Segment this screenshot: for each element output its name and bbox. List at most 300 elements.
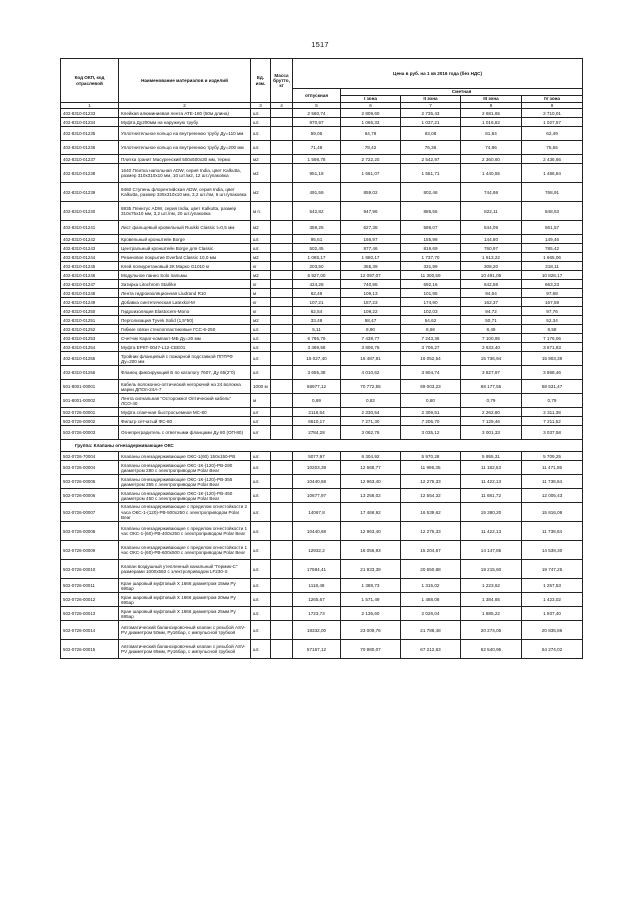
header-name: Наименование материалов и изделий [119,59,251,103]
price-zone-3: 2 360,60 [461,155,522,164]
price-zone-4: 768,91 [522,183,583,202]
item-unit: м2 [251,164,271,183]
price-zone-1: 70 980,07 [341,640,401,659]
item-mass [271,334,293,343]
price-otpusk: 15 027,40 [293,352,341,366]
item-name: Муфта Ду200мм на наружную трубу [119,118,251,127]
item-code: 502-0726-00013 [61,607,119,621]
item-name: Перголизация Tyvek Solid (1,5*50) [119,316,251,325]
item-mass [271,109,293,118]
table-row [61,366,583,380]
price-zone-3: 744,98 [461,183,522,202]
price-zone-2: 16 539,62 [401,503,461,522]
item-unit: шт [251,408,271,417]
item-code: 502-0726-00011 [61,579,119,593]
item-mass [271,253,293,262]
price-zone-2: 8,66 [401,325,461,334]
item-mass [271,352,293,366]
item-name: Кровельный кронштейн Borge [119,235,251,244]
item-mass [271,380,293,394]
item-unit: шт. [251,127,271,141]
item-mass [271,503,293,522]
price-zone-4: 149,46 [522,235,583,244]
table-row [61,244,583,253]
item-name: Клейкая алюминиевая лента ATE-180 (50м длина) [119,109,251,118]
item-unit: шт [251,417,271,426]
price-zone-4: 11 738,64 [522,522,583,541]
item-mass [271,127,293,141]
item-name: Клапаны огнезадерживающие с пределом огнестойкости 1 час ОКС-1-(60)-РВ-400х250 с электроприводом Polar Bear [119,522,251,541]
item-mass [271,621,293,640]
price-otpusk: 6610,17 [293,417,341,426]
price-otpusk: 1265,67 [293,593,341,607]
price-zone-2: 331,99 [401,262,461,271]
price-zone-1: 23 009,76 [341,621,401,640]
price-otpusk: 6 765,79 [293,334,341,343]
price-zone-4: 1 665,06 [522,253,583,262]
price-zone-2: 3 904,74 [401,366,461,380]
table-row [61,394,583,408]
price-otpusk: 59,05 [293,127,341,141]
price-zone-2: 20 650,88 [401,560,461,579]
table-body [61,109,583,659]
price-zone-1: 12 097,07 [341,271,401,280]
item-name: Резиновое покрытие Everbat Classic 10,0 мм [119,253,251,262]
item-name: Клапаны огнезадерживающие с пределом огнестойкости 2 часа ОКС-1-(120)-РВ-500х250 с электроприводом Polar Bear [119,503,251,522]
price-zone-1: 12 963,40 [341,475,401,489]
price-zone-4: 1 423,02 [522,593,583,607]
price-zone-1: 1 388,73 [341,579,401,593]
item-mass [271,579,293,593]
price-zone-1: 2 722,20 [341,155,401,164]
price-zone-3: 1 613,22 [461,253,522,262]
item-name: Добавка синтетическая Latexkol-M [119,298,251,307]
price-zone-3: 3 633,40 [461,343,522,352]
price-zone-3: 3 827,97 [461,366,522,380]
item-code: 402-8310-01236 [61,141,119,155]
item-unit: шт. [251,503,271,522]
item-code: 502-0726-00006 [61,489,119,503]
price-zone-4: 97,76 [522,307,583,316]
price-zone-4: 1 257,53 [522,579,583,593]
price-zone-2: 1 737,70 [401,253,461,262]
price-zone-4: 2 311,38 [522,408,583,417]
price-zone-2: 7 243,36 [401,334,461,343]
item-name: Фильтр сетчатый ФС-80 [119,417,251,426]
price-otpusk: 0,69 [293,394,341,408]
price-zone-1: 21 833,39 [341,560,401,579]
price-zone-2: 2 542,97 [401,155,461,164]
price-zone-1: 6 304,92 [341,452,401,461]
price-zone-1: 109,13 [341,289,401,298]
price-zone-2: 101,95 [401,289,461,298]
price-zone-1: 17 466,92 [341,503,401,522]
price-zone-3: 7 100,95 [461,334,522,343]
item-name: Модульное панно Solo пальмы [119,271,251,280]
item-unit: шт [251,426,271,440]
price-zone-4: 848,53 [522,202,583,221]
table-row [61,271,583,280]
price-zone-1: 58,47 [341,316,401,325]
item-mass [271,343,293,352]
table-row [61,109,583,118]
item-mass [271,394,293,408]
item-mass [271,280,293,289]
item-name: Фланец фиксирующий Б по каталогу 7607, Ду 65(2"0) [119,366,251,380]
price-zone-3: 94,72 [461,307,522,316]
price-otpusk: 203,50 [293,262,341,271]
item-code: 402-8310-01242 [61,235,119,244]
price-zone-2: 2 026,04 [401,607,461,621]
item-unit: шт. [251,366,271,380]
price-zone-1: 64,79 [341,127,401,141]
price-zone-4: 7 211,52 [522,417,583,426]
price-zone-3: 642,58 [461,280,522,289]
price-zone-3: 20 274,05 [461,621,522,640]
item-mass [271,298,293,307]
item-mass [271,366,293,380]
price-otpusk: 17584,41 [293,560,341,579]
item-name: Лента гидроизоляционная Liudrand R10 [119,289,251,298]
item-name: Плитка гранит Масуренский 500х500х30 мм, термо [119,155,251,164]
price-otpusk: 424,28 [293,280,341,289]
group-row [61,440,583,452]
item-code: 402-8310-01234 [61,118,119,127]
price-otpusk: 2784,28 [293,426,341,440]
price-zone-2: 11 300,59 [401,271,461,280]
price-zone-3: 14 147,85 [461,541,522,560]
item-code: 402-8310-01249 [61,298,119,307]
table-row [61,541,583,560]
item-unit: кг [251,280,271,289]
item-name: Клапан воздушный утепленный канальный "Гермик-С" размерами 1000х550 с электроприводом LF230-S [119,560,251,579]
item-code: 402-8310-01256 [61,366,119,380]
price-zone-3: 144,80 [461,235,522,244]
table-row [61,426,583,440]
price-otpusk: 62,54 [293,307,341,316]
table-header [61,59,583,109]
header-index: 2 [119,103,251,109]
item-mass [271,289,293,298]
price-zone-2: 102,03 [401,307,461,316]
table-row [61,127,583,141]
price-otpusk: 1 065,17 [293,253,341,262]
table-row [61,221,583,235]
price-zone-1: 12 963,40 [341,522,401,541]
item-name: Автоматический балансировочный клапан с резьбой ASV-PV диаметром 65мм, Ру16бар, с импульсной трубкой [119,640,251,659]
table-row [61,640,583,659]
header-index: 3 [251,103,271,109]
item-unit: шт. [251,560,271,579]
item-mass [271,155,293,164]
price-otpusk: 3 469,58 [293,343,341,352]
price-otpusk: 1118,48 [293,579,341,593]
price-zone-3: 50,71 [461,316,522,325]
price-zone-4: 68 531,47 [522,380,583,394]
item-mass [271,489,293,503]
price-zone-3: 1 885,22 [461,607,522,621]
item-code: 502-0726-00003 [61,426,119,440]
price-zone-3: 162,37 [461,298,522,307]
item-name: 8835 Плинтус ADW, серия India, цвет Kalkutta, размер 310х75х10 мм, 3,2 шт./пм, 20 шт./упаковка [119,202,251,221]
price-zone-1: 13 258,02 [341,489,401,503]
item-name: Лист фальцевый кровельный Ruukki Classic t=0,5 мм [119,221,251,235]
price-zone-2: 586,07 [401,221,461,235]
item-code: 402-8310-01251 [61,316,119,325]
item-name: Клей полиуретановый 2К Марко G1010 кг [119,262,251,271]
price-zone-1: 187,23 [341,298,401,307]
item-unit: м [251,289,271,298]
item-unit: м2 [251,155,271,164]
price-zone-4: 785,42 [522,244,583,253]
item-code: 501-8001-00001 [61,380,119,394]
table-row [61,489,583,503]
price-otpusk: 1 598,78 [293,155,341,164]
item-unit: 1000 м [251,380,271,394]
item-code: 402-8310-01245 [61,262,119,271]
price-zone-3: 15 736,94 [461,352,522,366]
price-otpusk: 10203,39 [293,461,341,475]
price-zone-4: 15 903,39 [522,352,583,366]
price-zone-3: 8,49 [461,325,522,334]
item-code: 502-0726-00004 [61,461,119,475]
price-zone-1: 16 487,81 [341,352,401,366]
page-number: 1517 [311,40,329,49]
price-zone-4: 167,59 [522,298,583,307]
item-unit: шт. [251,475,271,489]
item-mass [271,235,293,244]
price-otpusk: 18332,00 [293,621,341,640]
table-row [61,380,583,394]
price-zone-1: 70 772,55 [341,380,401,394]
price-zone-2: 174,90 [401,298,461,307]
price-zone-1: 7 439,77 [341,334,401,343]
item-unit: м2 [251,183,271,202]
item-code: 402-8310-01243 [61,244,119,253]
item-unit: шт. [251,607,271,621]
price-zone-2: 11 996,35 [401,461,461,475]
item-name: Клапаны огнезадерживающие ОКС-1К-(120)-РВ-280 диаметром 280 с электроприводом Polar Bear [119,461,251,475]
item-unit: шт. [251,541,271,560]
item-mass [271,607,293,621]
price-otpusk: 62,49 [293,289,341,298]
table-row [61,164,583,183]
price-zone-2: 1 315,02 [401,579,461,593]
item-mass [271,244,293,253]
table-row [61,417,583,426]
price-zone-4: 5 709,25 [522,452,583,461]
price-zone-3: 2 262,80 [461,408,522,417]
price-zone-4: 7 176,06 [522,334,583,343]
item-unit: шт. [251,522,271,541]
table-row [61,560,583,579]
price-zone-4: 8,58 [522,325,583,334]
table-row [61,155,583,164]
item-name: Муфта спаечная быстросъемная МС-80 [119,408,251,417]
price-otpusk: 14067,8 [293,503,341,522]
item-code: 402-8310-01247 [61,280,119,289]
price-otpusk: 2 560,74 [293,109,341,118]
price-zone-4: 75,65 [522,141,583,155]
price-zone-3: 7 129,46 [461,417,522,426]
item-mass [271,408,293,417]
price-zone-2: 7 205,70 [401,417,461,426]
price-zone-1: 3 062,76 [341,426,401,440]
item-name: Затирка Litochrom Starlike [119,280,251,289]
item-unit: м2 [251,271,271,280]
header-index: 6 [341,103,401,109]
table-row [61,621,583,640]
price-zone-3: 0,79 [461,394,522,408]
item-unit: шт. [251,343,271,352]
table-row [61,235,583,244]
item-code: 402-8310-01237 [61,155,119,164]
price-otpusk: 71,48 [293,141,341,155]
item-code: 402-8310-01250 [61,307,119,316]
price-zone-2: 885,55 [401,202,461,221]
item-mass [271,118,293,127]
item-name: Автоматический балансировочный клапан с резьбой ASV-PV диаметром 50мм, Ру16бар, с импульсной трубкой [119,621,251,640]
price-otpusk: 12932,2 [293,541,341,560]
item-code: 502-0726-00001 [61,408,119,417]
price-otpusk: 58977,12 [293,380,341,394]
header-zone-3: III зона [461,96,522,103]
table-row [61,503,583,522]
item-code: 502-0726-00007 [61,503,119,522]
price-otpusk: 10440,68 [293,475,341,489]
price-zone-1: 740,95 [341,280,401,289]
price-zone-3: 74,86 [461,141,522,155]
price-zone-2: 12 275,33 [401,475,461,489]
item-name: Кран шаровый муфтовый Х 1666 диаметром 15мм Ру 695ар [119,579,251,593]
table-row [61,118,583,127]
item-code: 502-0726-00010 [61,560,119,579]
item-code: 402-8310-01253 [61,334,119,343]
price-zone-4: 3 671,83 [522,343,583,352]
price-zone-4: 14 539,30 [522,541,583,560]
item-code: 502-0726-00002 [61,417,119,426]
table-row [61,253,583,262]
item-unit: шт. [251,244,271,253]
price-zone-1: 3 806,76 [341,343,401,352]
table-row [61,461,583,475]
price-zone-3: 62 540,95 [461,640,522,659]
price-zone-1: 2 136,60 [341,607,401,621]
price-zone-2: 15 204,67 [401,541,461,560]
price-zone-3: 1 440,55 [461,164,522,183]
item-mass [271,141,293,155]
price-zone-4: 3 868,46 [522,366,583,380]
table-row [61,593,583,607]
price-zone-1: 2 330,54 [341,408,401,417]
item-name: Тройник фланцевый с пожарной подставкой ППТРФ Ду=200 мм [119,352,251,366]
table-row [61,334,583,343]
price-zone-1: 4 010,62 [341,366,401,380]
header-mass: Масса брутто, кг [271,59,293,103]
price-zone-4: 0,79 [522,394,583,408]
price-zone-1: 627,38 [341,221,401,235]
price-zone-2: 819,69 [401,244,461,253]
item-unit: м2 [251,316,271,325]
price-zone-3: 1 016,82 [461,118,522,127]
price-zone-2: 3 035,12 [401,426,461,440]
price-zone-3: 94,64 [461,289,522,298]
item-name: Кабель волоконно-оптический негорючий на 24 волокна марки ДПОп-24А-7 [119,380,251,394]
table-row [61,325,583,334]
item-name: Лента сигнальная "Осторожно! Оптический кабель" ЛСО-40 [119,394,251,408]
item-mass [271,183,293,202]
item-name: Уплотнительное кольцо на внутреннюю трубу Ду=110 мм [119,127,251,141]
item-mass [271,325,293,334]
price-zone-1: 0,82 [341,394,401,408]
price-zone-1: 1 065,33 [341,118,401,127]
price-zone-1: 2 809,60 [341,109,401,118]
item-code: 502-0726-00009 [61,541,119,560]
price-zone-2: 54,62 [401,316,461,325]
table-row [61,352,583,366]
item-unit: шт. [251,141,271,155]
price-zone-3: 544,09 [461,221,522,235]
table-row [61,475,583,489]
item-mass [271,316,293,325]
price-zone-4: 318,11 [522,262,583,271]
table-row [61,579,583,593]
item-unit: кг [251,307,271,316]
item-unit: шт. [251,109,271,118]
price-zone-2: 69 003,23 [401,380,461,394]
price-zone-4: 11 471,85 [522,461,583,475]
price-zone-1: 355,39 [341,262,401,271]
item-unit: шт. [251,235,271,244]
price-zone-2: 802,46 [401,183,461,202]
header-price-title: Цена в руб. на 1 кв 2016 года (без НДС) [293,59,583,89]
price-zone-3: 3 001,33 [461,426,522,440]
price-zone-1: 859,02 [341,183,401,202]
item-code: 502-0726-00015 [61,640,119,659]
price-otpusk: 359,25 [293,221,341,235]
price-zone-1: 1 571,49 [341,593,401,607]
item-code: 402-8310-01252 [61,325,119,334]
item-code: 402-8310-01255 [61,352,119,366]
price-zone-3: 15 390,20 [461,503,522,522]
table-row [61,607,583,621]
price-otpusk: 57167,12 [293,640,341,659]
price-otpusk: 5,11 [293,325,341,334]
item-unit: шт. [251,489,271,503]
price-zone-3: 2 681,65 [461,109,522,118]
item-name: Центральный кронштейн Borge для Classic [119,244,251,253]
item-name: Клапаны огнезадерживающие ОКС-1(60) 150х150-РВ [119,452,251,461]
price-zone-3: 68 177,55 [461,380,522,394]
item-mass [271,461,293,475]
item-code: 402-8310-01238 [61,164,119,183]
price-otpusk: 951,18 [293,164,341,183]
price-zone-2: 21 788,48 [401,621,461,640]
price-zone-4: 1 027,57 [522,118,583,127]
header-index: 4 [271,103,293,109]
price-zone-4: 3 037,58 [522,426,583,440]
item-mass [271,164,293,183]
price-otpusk: 542,82 [293,202,341,221]
price-zone-4: 15 816,08 [522,503,583,522]
item-code: 402-8310-01244 [61,253,119,262]
price-zone-4: 10 828,17 [522,271,583,280]
price-zone-2: 67 212,63 [401,640,461,659]
item-mass [271,452,293,461]
price-otpusk: 10677,97 [293,489,341,503]
price-otpusk: 491,59 [293,183,341,202]
item-mass [271,271,293,280]
